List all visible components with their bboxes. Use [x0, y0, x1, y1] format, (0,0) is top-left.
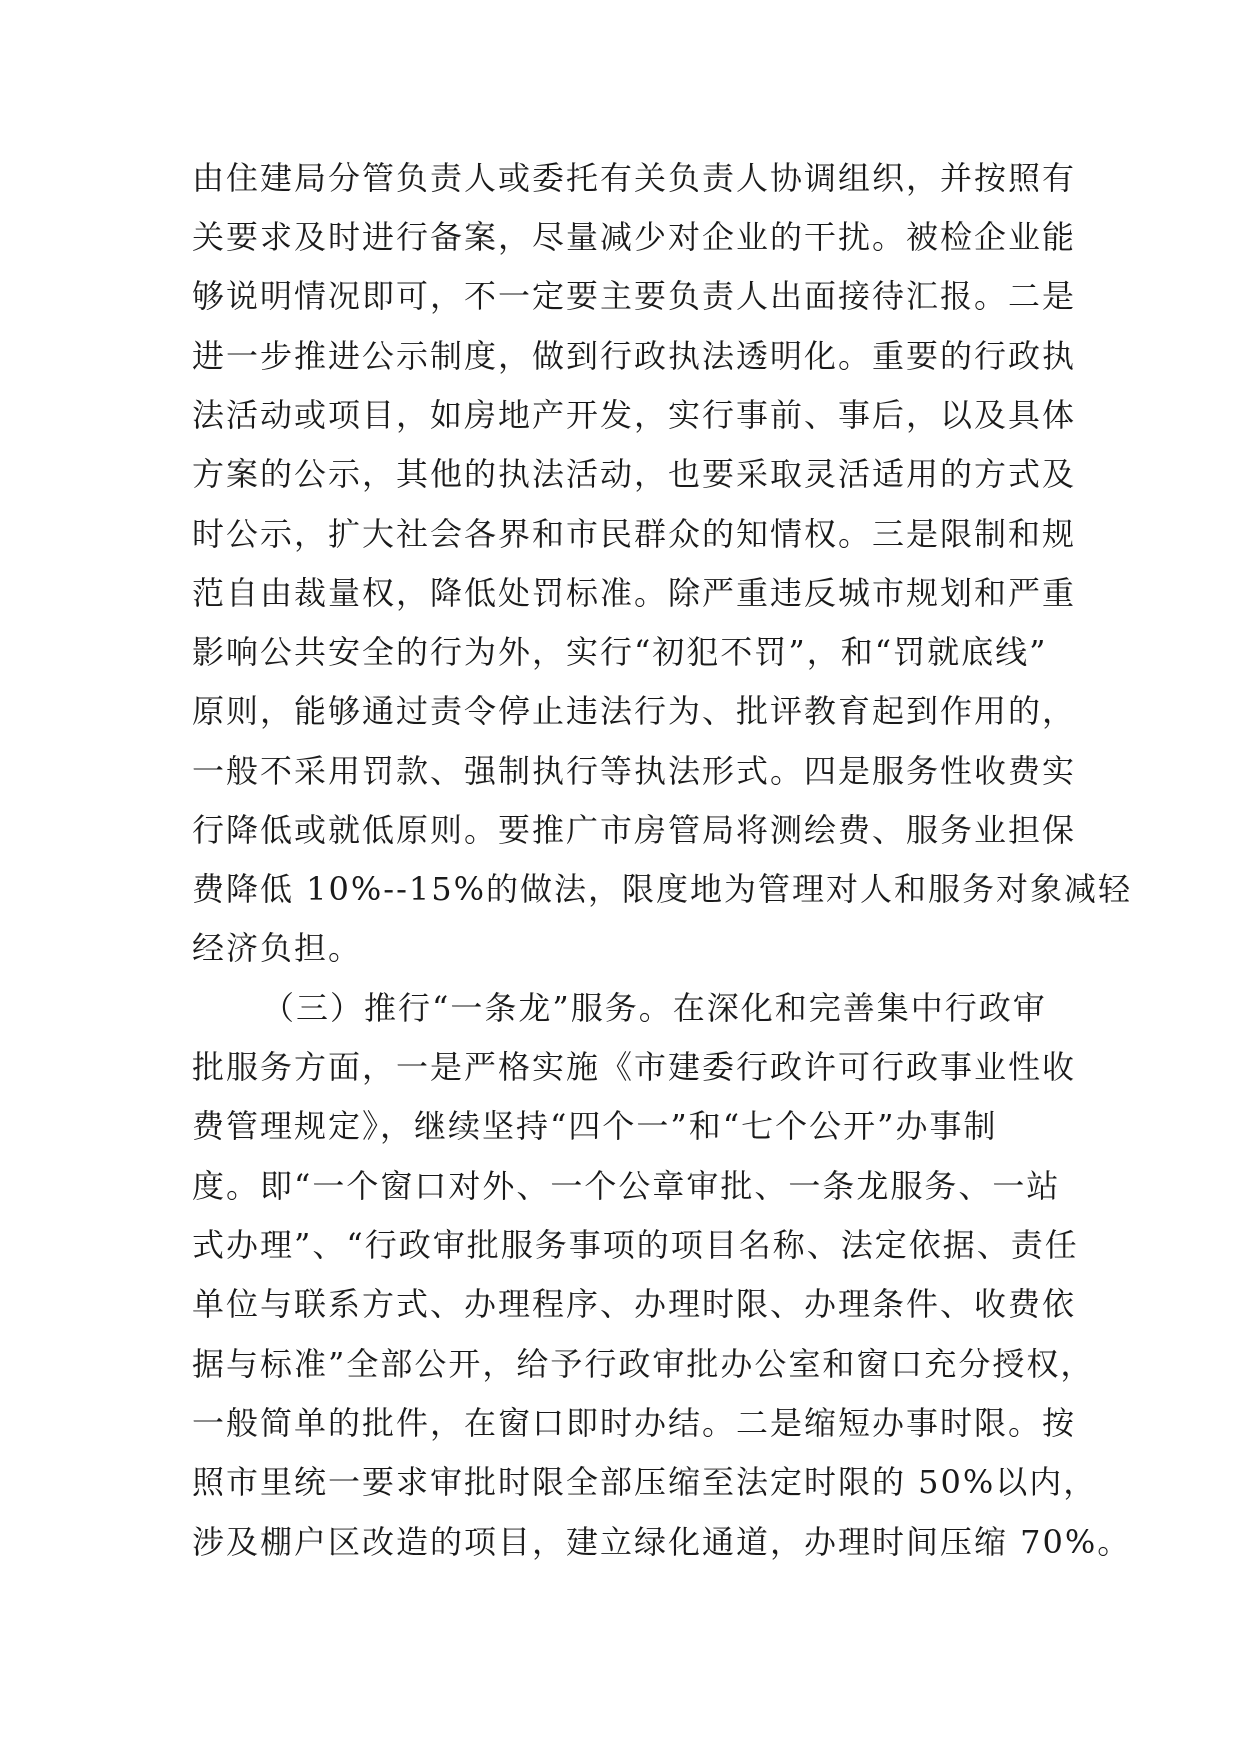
text-line: 进一步推进公示制度，做到行政执法透明化。重要的行政执 — [192, 337, 1077, 375]
paragraph-heading-line: （三）推行“一条龙”服务。在深化和完善集中行政审 — [262, 989, 1047, 1027]
text-line: 原则，能够通过责令停止违法行为、批评教育起到作用的， — [192, 692, 1077, 730]
text-line: 费管理规定》，继续坚持“四个一”和“七个公开”办事制 — [192, 1107, 998, 1145]
text-line: 影响公共安全的行为外，实行“初犯不罚”，和“罚就底线” — [192, 633, 1048, 671]
text-line: 单位与联系方式、办理程序、办理时限、办理条件、收费依 — [192, 1285, 1077, 1323]
text-line: 方案的公示，其他的执法活动，也要采取灵活适用的方式及 — [192, 455, 1077, 493]
text-line: 行降低或就低原则。要推广市房管局将测绘费、服务业担保 — [192, 811, 1077, 849]
text-line: 批服务方面，一是严格实施《市建委行政许可行政事业性收 — [192, 1048, 1077, 1086]
text-line: 涉及棚户区改造的项目，建立绿化通道，办理时间压缩 70%。 — [192, 1523, 1132, 1561]
text-line: 范自由裁量权，降低处罚标准。除严重违反城市规划和严重 — [192, 574, 1077, 612]
text-line: 照市里统一要求审批时限全部压缩至法定时限的 50%以内， — [192, 1463, 1098, 1501]
text-line: 费降低 10%--15%的做法，限度地为管理对人和服务对象减轻 — [192, 870, 1133, 908]
text-line: 一般不采用罚款、强制执行等执法形式。四是服务性收费实 — [192, 752, 1077, 790]
text-line: 时公示，扩大社会各界和市民群众的知情权。三是限制和规 — [192, 515, 1077, 553]
text-line: 式办理”、“行政审批服务事项的项目名称、法定依据、责任 — [192, 1226, 1079, 1264]
text-line: 据与标准”全部公开，给予行政审批办公室和窗口充分授权， — [192, 1345, 1095, 1383]
text-line: 经济负担。 — [192, 929, 363, 967]
text-line: 由住建局分管负责人或委托有关负责人协调组织，并按照有 — [192, 159, 1077, 197]
text-line: 够说明情况即可，不一定要主要负责人出面接待汇报。二是 — [192, 277, 1077, 315]
text-line: 度。即“一个窗口对外、一个公章审批、一条龙服务、一站 — [192, 1167, 1061, 1205]
text-line: 法活动或项目，如房地产开发，实行事前、事后，以及具体 — [192, 396, 1077, 434]
text-line: 一般简单的批件，在窗口即时办结。二是缩短办事时限。按 — [192, 1404, 1077, 1442]
text-line: 关要求及时进行备案，尽量减少对企业的干扰。被检企业能 — [192, 218, 1077, 256]
